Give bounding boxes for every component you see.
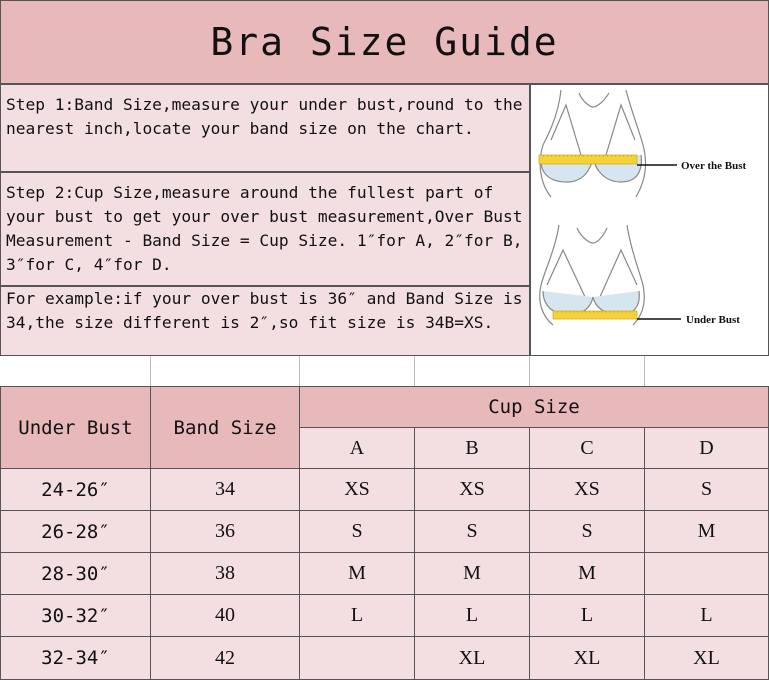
table-row-5-cup-b: XL [414, 636, 530, 680]
table-row-5-band: 42 [150, 636, 300, 680]
step-2-text: Step 2:Cup Size,measure around the fullest part of your bust to get your over bust measurement,Over Bust Measurement - Band Size = Cup Size. 1″for A, 2″for B, 3″for C, 4″for D. [0, 172, 530, 286]
grid-line [529, 356, 530, 386]
measurement-illustration [530, 84, 769, 356]
grid-line [414, 356, 415, 386]
table-row-2-cup-b: S [414, 510, 530, 553]
under-bust-label: Under Bust [686, 314, 740, 326]
cup-header-label: D [699, 436, 714, 459]
cup-header-d [644, 427, 769, 469]
table-row-1-cup-b: XS [414, 468, 530, 511]
cup-header-c [529, 427, 645, 469]
table-row-4-cup-a: L [299, 594, 415, 637]
table-row-3-cup-b: M [414, 552, 530, 595]
header-band-size [150, 386, 300, 469]
over-bust-figure [540, 90, 645, 197]
table-row-2-band: 36 [150, 510, 300, 553]
tape-over-bust [539, 155, 637, 164]
table-row-1-cup-d: S [644, 468, 769, 511]
table-row-2-cup-c: S [529, 510, 645, 553]
table-row-4-cup-d: L [644, 594, 769, 637]
table-row-2-cup-a: S [299, 510, 415, 553]
cup-header-b [414, 427, 530, 469]
table-row-4-under: 30-32″ [0, 594, 151, 637]
cup-header-label: B [465, 436, 479, 459]
step-1-text: Step 1:Band Size,measure your under bust,round to the nearest inch,locate your band size on the chart. [0, 84, 530, 172]
table-row-5-under: 32-34″ [0, 636, 151, 680]
page-title-bar [0, 0, 769, 84]
table-row-4-cup-b: L [414, 594, 530, 637]
over-bust-label: Over the Bust [681, 160, 747, 172]
table-row-1-band: 34 [150, 468, 300, 511]
table-row-2-cup-d: M [644, 510, 769, 553]
table-row-5-cup-c: XL [529, 636, 645, 680]
table-row-5-cup-d: XL [644, 636, 769, 680]
table-row-1-cup-a: XS [299, 468, 415, 511]
grid-line [150, 356, 151, 386]
header-cup-size-label: Cup Size [488, 396, 580, 418]
table-row-4-band: 40 [150, 594, 300, 637]
table-row-5-cup-a [299, 636, 415, 680]
header-under-bust [0, 386, 151, 469]
table-row-3-under: 28-30″ [0, 552, 151, 595]
table-row-1-cup-c: XS [529, 468, 645, 511]
table-row-2-under: 26-28″ [0, 510, 151, 553]
header-under-bust-label: Under Bust [18, 416, 133, 439]
cup-header-a [299, 427, 415, 469]
example-text: For example:if your over bust is 36″ and Band Size is 34,the size different is 2″,so fit size is 34B=XS. [0, 286, 530, 356]
table-row-3-cup-c: M [529, 552, 645, 595]
table-row-4-cup-c: L [529, 594, 645, 637]
under-bust-figure [540, 225, 645, 325]
table-row-1-under: 24-26″ [0, 468, 151, 511]
table-row-3-cup-a: M [299, 552, 415, 595]
table-row-3-cup-d [644, 552, 769, 595]
page-title: Bra Size Guide [210, 20, 559, 64]
grid-line [644, 356, 645, 386]
cup-header-label: A [349, 436, 365, 459]
cup-header-label: C [580, 436, 594, 459]
table-row-3-band: 38 [150, 552, 300, 595]
bra-measure-illustration-svg [531, 85, 768, 355]
grid-line [299, 356, 300, 386]
header-cup-size [299, 386, 769, 428]
header-band-size-label: Band Size [173, 416, 277, 439]
